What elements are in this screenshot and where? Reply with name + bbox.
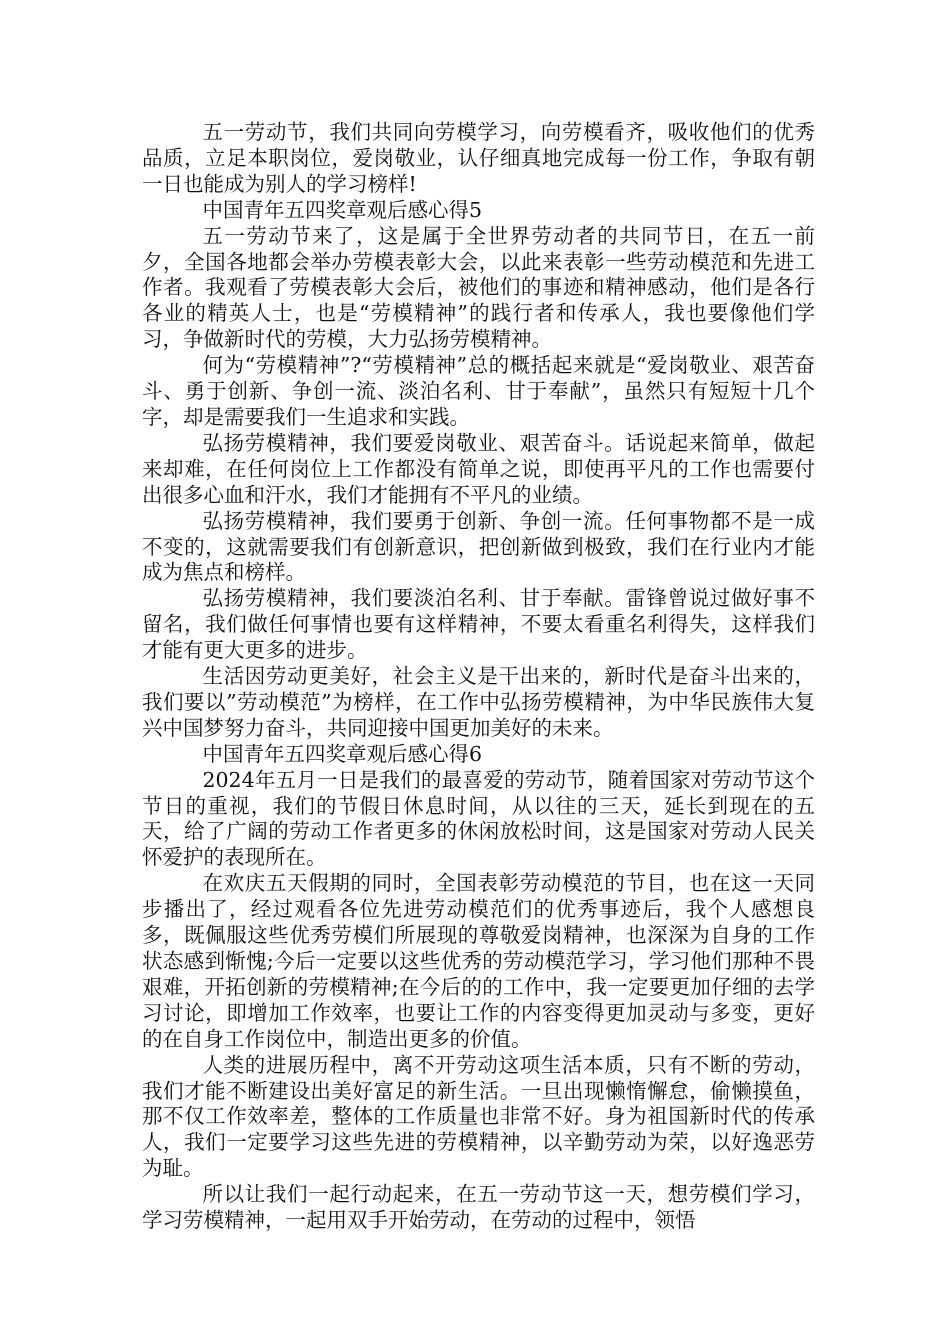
paragraph: 所以让我们一起行动起来，在五一劳动节这一天，想劳模们学习，学习劳模精神，一起用双手开始劳动，在劳动的过程中，领悟 — [142, 1182, 815, 1233]
paragraph: 五一劳动节来了，这是属于全世界劳动者的共同节日，在五一前夕，全国各地都会举办劳模表彰大会，以此来表彰一些劳动模范和先进工作者。我观看了劳模表彰大会后，被他们的事迹和精神感动，他们是各行各业的精英人士，也是“劳模精神”的践行者和传承人，我也要像他们学习，争做新时代的劳模，大力弘扬劳模精神。 — [142, 223, 815, 352]
paragraph: 2024年五月一日是我们的最喜爱的劳动节，随着国家对劳动节这个节日的重视，我们的节假日休息时间，从以往的三天，延长到现在的五天，给了广阔的劳动工作者更多的休闲放松时间，这是国家对劳动人民关怀爱护的表现所在。 — [142, 767, 815, 870]
paragraph: 在欢庆五天假期的同时，全国表彰劳动模范的节目，也在这一天同步播出了，经过观看各位先进劳动模范们的优秀事迹后，我个人感想良多，既佩服这些优秀劳模们所展现的尊敬爱岗精神，也深深为自身的工作状态感到惭愧;今后一定要以这些优秀的劳动模范学习，学习他们那种不畏艰难，开拓创新的劳模精神;在今后的的工作中，我一定要更加仔细的去学习讨论，即增加工作效率，也要让工作的内容变得更加灵动与多变，更好的在自身工作岗位中，制造出更多的价值。 — [142, 871, 815, 1051]
paragraph: 五一劳动节，我们共同向劳模学习，向劳模看齐，吸收他们的优秀品质，立足本职岗位，爱岗敬业，认仔细真地完成每一份工作，争取有朝一日也能成为别人的学习榜样! — [142, 120, 815, 196]
paragraph: 弘扬劳模精神，我们要勇于创新、争创一流。任何事物都不是一成不变的，这就需要我们有创新意识，把创新做到极致，我们在行业内才能成为焦点和榜样。 — [142, 508, 815, 585]
document-body — [142, 120, 815, 1234]
section-heading: 中国青年五四奖章观后感心得6 — [202, 741, 483, 766]
section-heading: 中国青年五四奖章观后感心得5 — [202, 197, 483, 222]
paragraph: 人类的进展历程中，离不开劳动这项生活本质，只有不断的劳动，我们才能不断建设出美好富足的新生活。一旦出现懒惰懈怠，偷懒摸鱼，那不仅工作效率差，整体的工作质量也非常不好。身为祖国新时代的传承人，我们一定要学习这些先进的劳模精神，以辛勤劳动为荣，以好逸恶劳为耻。 — [142, 1052, 815, 1181]
paragraph: 弘扬劳模精神，我们要爱岗敬业、艰苦奋斗。话说起来简单，做起来却难，在任何岗位上工作都没有简单之说，即使再平凡的工作也需要付出很多心血和汗水，我们才能拥有不平凡的业绩。 — [142, 430, 815, 507]
paragraph: 弘扬劳模精神，我们要淡泊名利、甘于奉献。雷锋曾说过做好事不留名，我们做任何事情也要有这样精神，不要太看重名利得失，这样我们才能有更大更多的进步。 — [142, 586, 815, 663]
paragraph: 生活因劳动更美好，社会主义是干出来的，新时代是奋斗出来的，我们要以”劳动模范”为榜样，在工作中弘扬劳模精神，为中华民族伟大复兴中国梦努力奋斗，共同迎接中国更加美好的未来。 — [142, 664, 815, 740]
paragraph: 何为“劳模精神”?“劳模精神”总的概括起来就是“爱岗敬业、艰苦奋斗、勇于创新、争创一流、淡泊名利、甘于奉献”，虽然只有短短十几个字，却是需要我们一生追求和实践。 — [142, 353, 815, 429]
